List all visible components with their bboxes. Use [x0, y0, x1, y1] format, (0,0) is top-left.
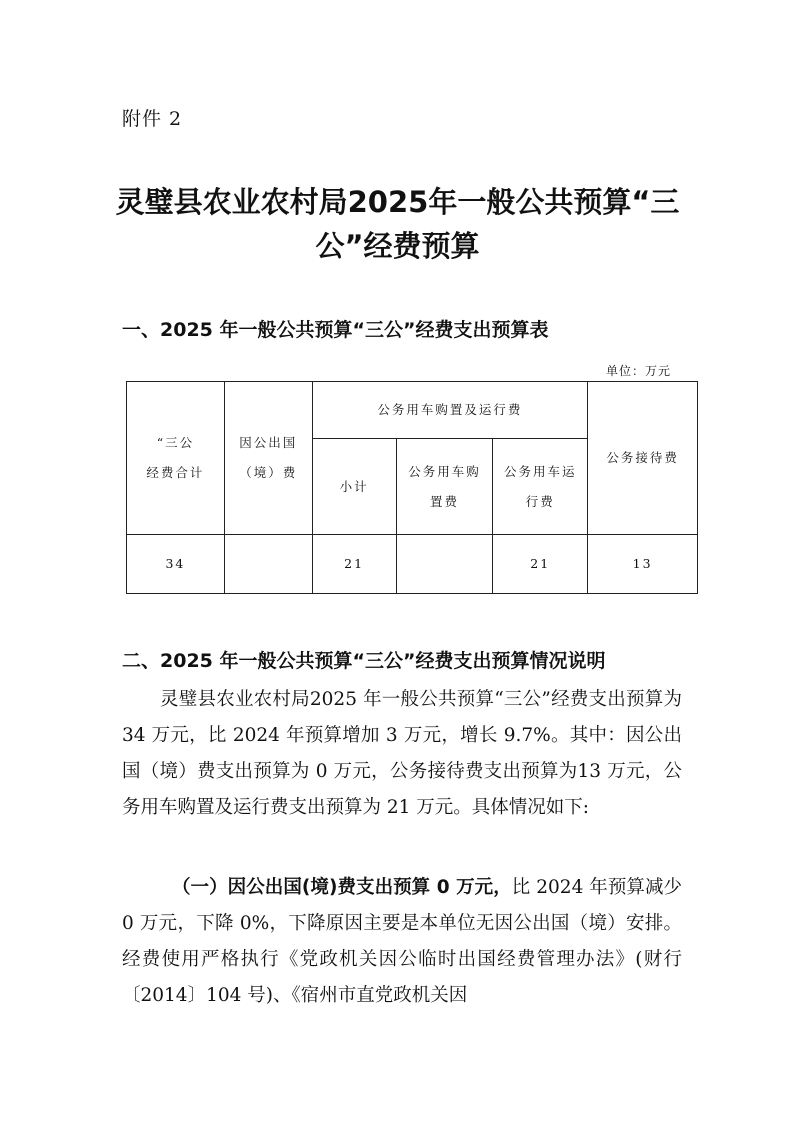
cell-reception: 13 — [588, 535, 698, 594]
header-vehicle: 公务用车购置及运行费 — [312, 382, 587, 439]
header-operation-line2: 行费 — [525, 493, 555, 509]
header-vehicle-purchase — [396, 439, 493, 535]
document-title-line-1: 灵璧县农业农村局2025年一般公共预算“三 — [115, 185, 680, 219]
paragraph-summary: 灵璧县农业农村局2025 年一般公共预算“三公”经费支出预算为34 万元，比 2024 年预算增加 3 万元，增长 9.7%。其中：因公出国（境）费支出预算为 0 万元，公务接待费支出预算为13 万元，公务用车购置及运行费支出预算为 21 万元。具体情况如下: — [122, 689, 682, 818]
header-abroad-line1: 因公出国 — [239, 435, 298, 450]
cell-subtotal: 21 — [312, 535, 396, 594]
header-purchase-line1: 公务用车购 — [408, 463, 481, 479]
cell-operation: 21 — [493, 535, 588, 594]
budget-table — [126, 381, 698, 594]
header-subtotal: 小计 — [312, 439, 396, 535]
header-abroad-line2: （境）费 — [239, 465, 298, 480]
header-purchase-line2: 置费 — [429, 493, 459, 509]
section-heading-2: 二、2025 年一般公共预算“三公”经费支出预算情况说明 — [122, 650, 606, 672]
header-total-line2: 经费合计 — [146, 465, 205, 480]
section-heading-1: 一、2025 年一般公共预算“三公”经费支出预算表 — [122, 319, 549, 341]
paragraph-abroad-body: 比 2024 年预算减少 0 万元，下降 0%，下降原因主要是本单位无因公出国（境）安排。经费使用严格执行《党政机关因公临时出国经费管理办法》(财行〔2014〕104 号)、《宿州市直党政机关因 — [122, 877, 682, 1006]
header-operation-line1: 公务用车运 — [503, 463, 577, 479]
document-title-line-2: 公”经费预算 — [315, 229, 480, 263]
unit-label: 单位：万元 — [606, 364, 672, 378]
paragraph-abroad — [122, 870, 682, 1014]
header-reception: 公务接待费 — [588, 382, 698, 535]
cell-purchase — [396, 535, 493, 594]
paragraph-abroad-heading: （一）因公出国(境)费支出预算 0 万元， — [172, 877, 512, 898]
header-abroad — [224, 382, 312, 535]
attachment-label: 附件 2 — [122, 108, 183, 130]
header-total — [127, 382, 225, 535]
cell-abroad — [224, 535, 312, 594]
cell-total: 34 — [127, 535, 225, 594]
header-total-line1: “三公 — [156, 435, 195, 450]
header-vehicle-operation — [493, 439, 588, 535]
